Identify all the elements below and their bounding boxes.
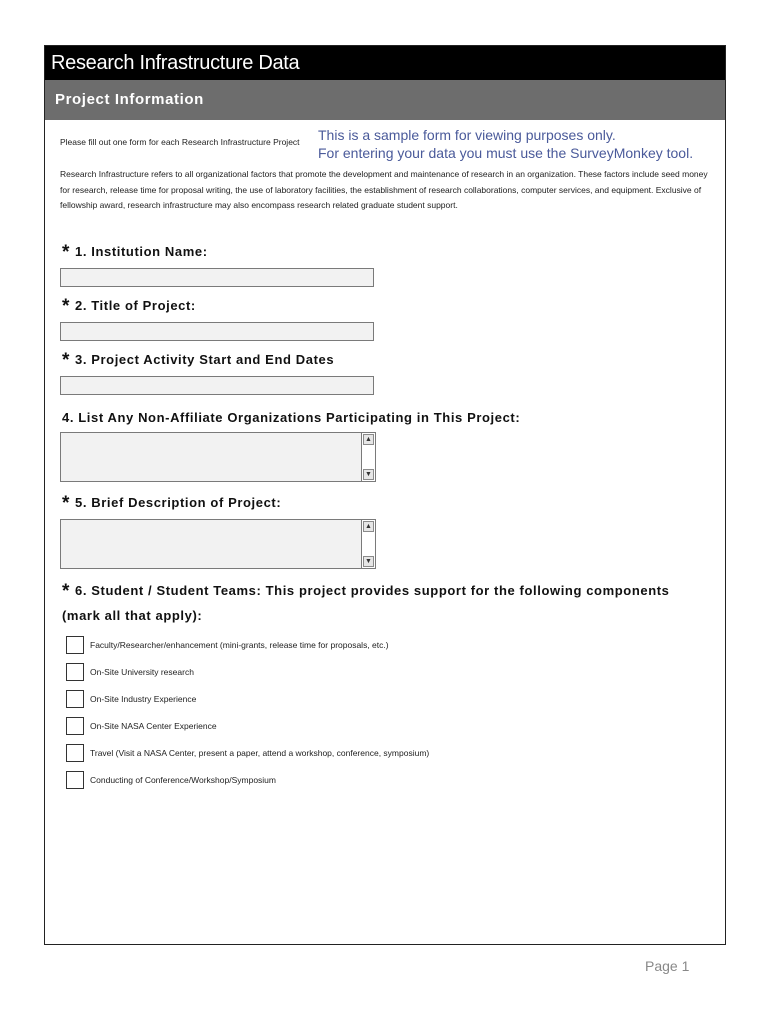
option-label-conference: Conducting of Conference/Workshop/Symposium [90, 775, 276, 785]
option-checkbox-university-research[interactable] [66, 663, 84, 681]
required-star: * [62, 242, 70, 263]
organizations-textarea[interactable] [60, 432, 362, 482]
option-checkbox-travel[interactable] [66, 744, 84, 762]
question-2-label [62, 296, 196, 318]
question-4-label [62, 410, 520, 425]
required-star: * [62, 296, 70, 317]
question-5-text: 5. Brief Description of Project: [75, 495, 282, 510]
question-3-label [62, 350, 334, 372]
project-title-input[interactable] [60, 322, 374, 341]
scroll-down-icon[interactable]: ▼ [363, 469, 374, 480]
infrastructure-description: Research Infrastructure refers to all organizational factors that promote the development and maintenance of research in an organization. These factors include seed money for research, release time for proposal writing, the use of laboratory facilities, the establishment of research collaborations, computer services, and equipment. Exclusive of fellowship award, research infrastructure may also encompass research related graduate student support. [60, 169, 708, 210]
question-1-text: 1. Institution Name: [75, 244, 208, 259]
sample-form-notice [318, 126, 693, 162]
project-dates-input[interactable] [60, 376, 374, 395]
form-frame [44, 45, 726, 945]
option-checkbox-nasa-center[interactable] [66, 717, 84, 735]
page-number: Page 1 [645, 958, 690, 974]
sample-notice-line-1: This is a sample form for viewing purposes only. [318, 127, 616, 143]
required-star: * [62, 493, 70, 514]
description-textarea[interactable] [60, 519, 362, 569]
question-5-label [62, 493, 281, 515]
intro-instruction: Please fill out one form for each Research Infrastructure Project [60, 137, 300, 147]
option-label-travel: Travel (Visit a NASA Center, present a paper, attend a workshop, conference, symposium) [90, 748, 430, 758]
scroll-up-icon[interactable]: ▲ [363, 521, 374, 532]
section-title: Project Information [45, 80, 725, 120]
description-scrollbar[interactable] [362, 519, 376, 569]
question-1-label [62, 242, 208, 264]
option-checkbox-faculty[interactable] [66, 636, 84, 654]
sample-notice-line-2: For entering your data you must use the SurveyMonkey tool. [318, 145, 694, 161]
question-4-text: 4. List Any Non-Affiliate Organizations Participating in This Project: [62, 410, 521, 425]
scroll-down-icon[interactable]: ▼ [363, 556, 374, 567]
option-checkbox-industry-experience[interactable] [66, 690, 84, 708]
question-6-text-line-1: 6. Student / Student Teams: This project provides support for the following components [75, 583, 670, 598]
question-6-label [62, 581, 670, 603]
organizations-scrollbar[interactable] [362, 432, 376, 482]
option-label-university-research: On-Site University research [90, 667, 194, 677]
required-star: * [62, 581, 70, 602]
required-star: * [62, 350, 70, 371]
form-title: Research Infrastructure Data [45, 46, 725, 80]
option-label-nasa-center: On-Site NASA Center Experience [90, 721, 217, 731]
option-label-faculty: Faculty/Researcher/enhancement (mini-grants, release time for proposals, etc.) [90, 640, 389, 650]
option-checkbox-conference[interactable] [66, 771, 84, 789]
institution-name-input[interactable] [60, 268, 374, 287]
scroll-up-icon[interactable]: ▲ [363, 434, 374, 445]
question-2-text: 2. Title of Project: [75, 298, 196, 313]
option-label-industry-experience: On-Site Industry Experience [90, 694, 197, 704]
question-6-text-line-2: (mark all that apply): [62, 608, 203, 623]
question-3-text: 3. Project Activity Start and End Dates [75, 352, 335, 367]
